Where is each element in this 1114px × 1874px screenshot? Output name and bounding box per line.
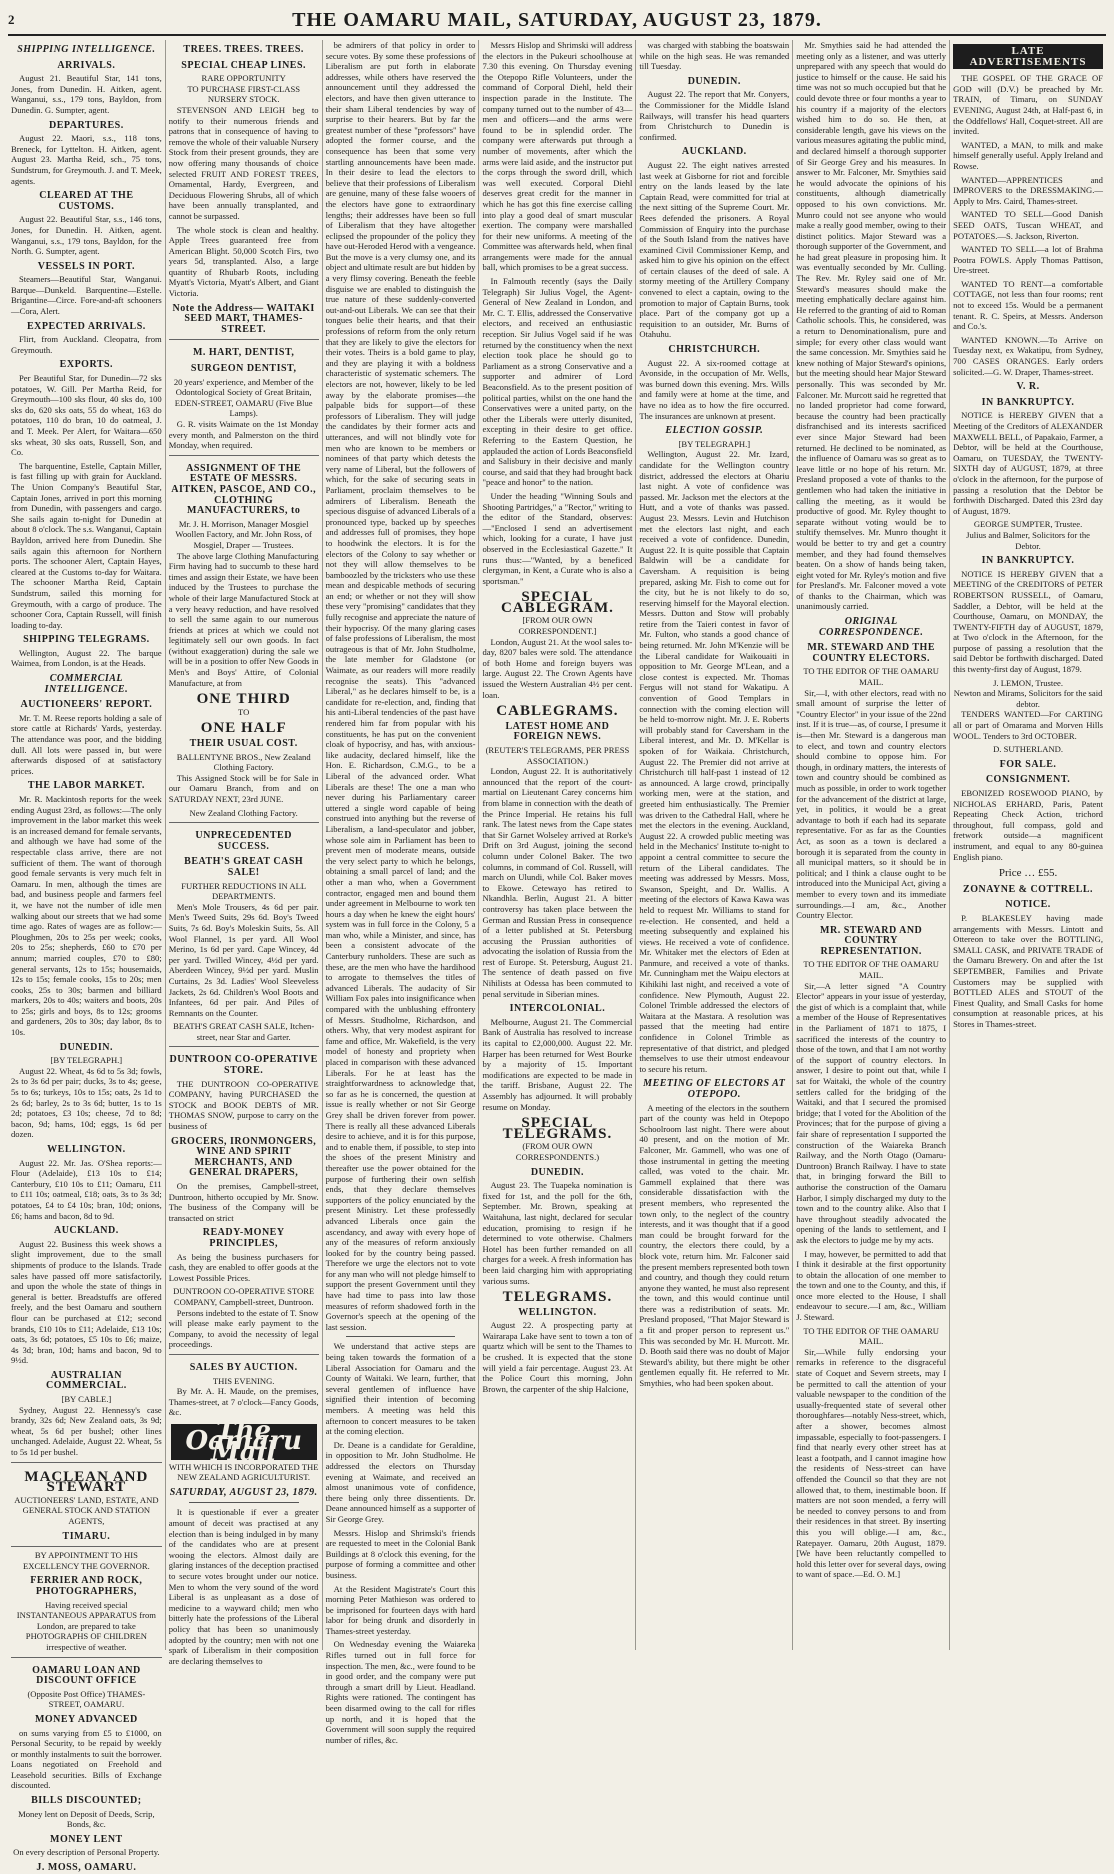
masthead <box>8 6 1106 36</box>
intercolonial-heading: INTERCOLONIAL. <box>509 1003 606 1015</box>
consignment-heading: CONSIGNMENT. <box>985 774 1071 786</box>
australian-heading: AUSTRALIAN COMMERCIAL. <box>45 1369 127 1392</box>
auctioneers-heading: AUCTIONEERS' REPORT. <box>20 699 153 711</box>
duntroon-ad <box>169 1046 319 1349</box>
letter3-text: Sir,—While fully endorsing your remarks in reference to the disgraceful state of Coquet and Severn streets, may I be permitted to call the attention of your valuable newspaper to the condition of the usually-frequented state of several other thoroughfares—notably Ness-street, which, after a shower, becomes almost impassable, especially to foot-passengers. I find that nearly every other street has at least a footpath, and I cannot imagine how the residents of Ness-street can have offended the Council so that they are not allowed that, to them, inestimable boon. If matters are not soon mended, a ferry will be needed to convey persons to and from their residences in that street. By inserting this you will oblige.—I am, &c., Ratepayer. Oamaru, 20th August, 1879. [We have been reluctantly compelled to hold this letter over for several days, owing to want of space.—Ed. O. M.] <box>796 1346 947 1580</box>
cleared-heading: CLEARED AT THE CUSTOMS. <box>39 190 134 212</box>
tenders-signature: D. SUTHERLAND. <box>993 744 1064 755</box>
gossip-heading: ELECTION GOSSIP. <box>665 425 764 437</box>
auckland-market-text: August 22. Business this week shows a slight improvement, due to the small shipments of produce to the Islands. Trade sales have passed off more satisfactorily, and upon the whole the state of things in general is better. Breadstuffs are offered freely, and the best Oamaru and southern flour can be purchased at £12; second brands, £10 10s to £11; Adelaide, £13 10s; oats, 3s 6d; potatoes, £5 10s to £6; maize, 4s 3d; bran, 10d; hams and bacon, 9d to 9½d. <box>11 1238 162 1366</box>
telegrams-heading: TELEGRAMS. <box>502 1289 613 1306</box>
discount-ad <box>11 1657 162 1874</box>
money-lent-heading: MONEY LENT <box>50 1833 123 1845</box>
column-3 <box>322 40 479 1745</box>
dentist-title: SURGEON DENTIST, <box>190 363 297 375</box>
special-telegrams-dunedin: DUNEDIN. <box>530 1166 584 1178</box>
australian-text: Sydney, August 22. Hennessy's case brandy, 32s 6d; New Zealand oats, 3s 9d; wheat, 5s 6d per bushel; other lines unchanged. Adelaide, August 22. Wheat, 5s to 5s 1d per bushel. <box>11 1404 162 1458</box>
commercial-heading: COMMERCIAL INTELLIGENCE. <box>44 673 129 695</box>
piano-price: Price … £55. <box>998 867 1058 880</box>
notice-heading: NOTICE. <box>1005 899 1051 911</box>
price-value: £55. <box>1037 867 1058 880</box>
liberal-association: We understand that active steps are being taken towards the formation of a Liberal Association for Oamaru and the County of Waitaki. We learn, further, that several gentlemen of influence have signified their intention of becoming members. A meeting was held this afternoon to concert measures to be taken at the coming election. <box>325 1341 476 1437</box>
seed-mart-address: Note the Address— WAITAKI SEED MART, THAMES-STREET. <box>172 302 315 335</box>
cottrell-signature: ZONAYNE & COTTRELL. <box>963 883 1094 895</box>
otepopo-meeting-text: A meeting of the electors in the southern part of the county was held in Otepopo Schoolroom last night. There were about 40 present, and on the motion of Mr. Falconer, Mr. Gammell, who was one of those instrumental in getting the meeting called, was voted to the chair. Mr. Gammell explained that there was considerable dissatisfaction with the present members, who represented the town only, to the neglect of the country interests, and it was thought that if a good man could be brought forward for the country, the electors there could, by a block vote, return him. Mr. Falconer said the present members represented both town and country, and though they could return anyone they wanted, he must also represent the town, and this would continue until there was a redistribution of seats. Mr. Presland proposed, "That Major Steward is a fit and proper person to represent us." This was seconded by Mr. H. Murcott. Mr. D. Booth said there was no doubt of Major Steward's ability, but there might be other gentlemen equally fit. He referred to Mr. Smythies, who had been spoken about. <box>639 1102 790 1389</box>
curate-report: Under the heading "Winning Souls and Shooting Partridges," a "Rector," writing to the editor of the Standard, observes:—"Enclosed I send an advertisement which, looking for a curate, I have just observed in the Ecclesiastical Gazette." It runs thus:—"Wanted, by a beneficed clergyman, in Kent, a Curate who is also a sportsman." <box>482 490 633 586</box>
shipping-text: The barquentine, Estelle, Captain Miller, is fast filling up with grain for Auckland. The Union Company's Beautiful Star, Captain Jones, arrived in port this morning from Dunedin, with passengers and cargo. She sails again to-night for Dunedin at about 8 o'clock. The s.s. Wanganui, Captain Bayldon, arrived here from Dunedin. She sails again this afternoon for Northern ports. The schooner Alert, Captain Hayes, cleared at the Customs to-day for Waitara. The schooner Martha Reid, Captain Sundstrum, sailed this morning for Greymouth, with a cargo of produce. The schooner Cora, Captain Russell, will finish loading to-day. <box>11 460 162 630</box>
masthead-title: THE OAMARU MAIL, SATURDAY, AUGUST 23, 1879. <box>292 8 822 31</box>
column-5 <box>635 40 792 1650</box>
rifles-report: On Wednesday evening the Waiareka Rifles turned out in full force for inspection. The men, &c., were found to be in good order, and the company were put through a smart drill by Lieut. Headland. Rights were rationed. The contingent has been disarmed owing to the call for rifles up north, and it is hoped that the Government will soon supply the required number of rifles, &c. <box>325 1639 476 1745</box>
letter2-heading: MR. STEWARD AND COUNTRY REPRESENTATION. <box>820 924 923 957</box>
hislop-meeting: Messrs. Hislop and Shrimski's friends are requested to meet in the Colonial Bank Buildings at 8 o'clock this evening, for the purpose of forming a committee and other business. <box>325 1527 476 1580</box>
shipping-telegrams-heading: SHIPPING TELEGRAMS. <box>23 634 150 646</box>
duntroon-signature: DUNTROON CO-OPERATIVE STORE COMPANY, Campbell-street, Duntroon. <box>173 1286 315 1307</box>
cablegrams-text: London, August 22. It is authoritatively announced that the report of the court-martial on Lieutenant Carey concerns him from blame in connection with the death of the Prince Imperial. He retains his full rank. The latest news from the Cape states that Sir Garnet Wolseley arrived at Rorke's Drift on 3rd August, joining the second column under Colonel Baker. The two columns, in command of Col. Russell, will march on Ulundi, while Col. Baker moves to Ekowe. Cetewayo has retired to Nkandhla. Berlin, August 21. A bitter controversy has taken place between the German and Russian Press in consequence of a letter published at St. Petersburg accusing the Prussian authorities of advocating the isolation of Russia from the rest of Europe. St. Petersburg, August 21. The sentence of death passed on five Nihilists at Odessa has been commuted to penal servitude in Siberian mines. <box>482 766 633 999</box>
duntroon-text-3: As being the business purchasers for cash, they are enabled to offer goods at the Lowest Possible Prices. <box>168 1251 319 1283</box>
piano-ad: EBONIZED ROSEWOOD PIANO, by NICHOLAS ERHARD, Paris, Patent Repeating Check Action, trichord throughout, full compass, gold and fretwork outside—a magnificent instrument, and equal to any 80-guinea English piano. <box>953 788 1103 862</box>
assignment-heading: ASSIGNMENT OF THE ESTATE OF MESSRS. AITKEN, PASCOE, AND CO., CLOTHING MANUFACTURERS, to <box>171 462 317 517</box>
wanted-rent-ad: WANTED TO RENT—a comfortable COTTAGE, not less than four rooms; rent not to exceed 15s. Would be a permanent tenant. R. C. Speirs, at Messrs. Anderson and Co.'s. <box>953 278 1103 332</box>
bankruptcy2-text: NOTICE IS HEREBY GIVEN that a MEETING of the CREDITORS of PETER ROBERTSON RUSSELL, of Oamaru, Saddler, a Debtor, will be held at the Courthouse, Oamaru, on MONDAY, the TWENTY-FIFTH day of AUGUST, 1879, at Two o'clock in the Afternoon, for the purpose of passing a resolution that the said Debtor be forthwith discharged. Dated this twenty-first day of August, 1879. <box>953 568 1103 675</box>
moss-signature: J. MOSS, OAMARU. <box>36 1862 137 1874</box>
further-reductions: FURTHER REDUCTIONS IN ALL DEPARTMENTS. <box>181 880 307 902</box>
beath-ad <box>169 822 319 1042</box>
editorial-continued: be admirers of that policy in order to secure votes. By some these professions of Liberalism are put forth in elaborate addresses, while others have reserved the announcement until they addressed the electors, and have then given utterance to their sham Liberal tendencies by way of surprise to their hearers. But by far the greatest number of these "professors" have adopted the former course, and the consequence has been that some very startling announcements have been made. In their desire to lead the electors to believe that their professions of Liberalism are genuine, many of these false wooers of the electors have gone to extraordinary lengths; their addresses have been so full of Liberalism that they have altogether eclipsed the propounder of the policy they have out-Heroded Herod with a vengeance. But the move is a very clumsy one, and its object and ultimate result are but hidden by a very flimsy covering. Beneath the feeble disguise we are enabled to distinguish the true nature of these suddenly-converted out-and-out Liberals. We can see that their tongues belie their hearts, and that their professions of reform from the only return that they are likely to give the electors for their votes. Theirs is a bold game to play, and they are playing it with a boldness characteristic of systematic schemers. The electors are not, however, likely to be led away by the elaborate promises—the palpable bids for support—of these professors of Liberalism. They will judge the candidates by their former acts and utterances, and will not blindly vote for men who are known to be members or nominees of that party which detests the very name of Liberal, but the followers of which, for the sake of securing seats in Parliament, proclaim themselves to be admirers of Liberalism. Beneath the specious disguise of advanced Liberals of a pronounced type, backed up by speeches and addresses full of promises, they hope to hoodwink the electors. It is for the electors of the Colony to say whether or not they will allow themselves to be bamboozled by the tricksters who use these mean and despicable methods of securing an end; or whether or not they will show these very "promising" candidates that they fully recognise and appreciate the nature of their hypocrisy. Of the many glaring cases of false professions of Liberalism, the most outrageous is that of Mr. John Studholme, the late member for Gladstone (or Waimate, as our readers will more readily recognise the seats). This "advanced Liberal," as he declares himself to be, is a candidate for re-election, and, finding that his anti-Liberal tendencies of the past have rendered him far from popular with his constituents, he has put on the convenient cloak of hypocrisy, and has, with anxious-like audacity, declared himself, like the Hon. E. Richardson, C.M.G., to be a Liberal of the advanced order. What Liberals are these! The one a man who never during his Parliamentary career uttered a single word capable of being construed into anything but the reverse of Liberalism, a land-speculator and jobber, whose sole aim in Parliament has been to prevent men of moderate means, outside the very select party to which he belongs, obtaining a small parcel of land; and the other a man who, when a Government contractor, engaged men and bound them under agreement in Melbourne to work ten hours a day when he knew the eight hours' system was in full force in the Colony, 5 a man who, while a Minister, and since, has been a consistent advocate of the Canterbury runholders. These are such as these, are the men who have the hardihood to arrogate to themselves the titles of advanced Liberals. The audacity of Sir William Fox pales into insignificance when compared with the unblushing effrontery of Messrs. Studholme, Richardson, and others. Why, that very modest aspirant for fame and office, Mr. Wakefield, is the very model of honesty and propriety when placed in comparison with these advanced Liberals. For he at least has the straightforwardness to acknowledge that, so far as he is concerned, the question at issue is really whether or not Sir George Grey shall be driven forever from power. There is really all these advanced Liberals desire to achieve, and it is for this purpose, and to enable them, if possible, to step into the shoes of the present Ministry and thereafter use the power obtained for the purpose of furthering their own selfish ends, that they declare themselves supporters of the policy enunciated by the present Ministry. Let these professedly advanced Liberals once gain the ascendancy, and away with every hope of any of the measures of reform anxiously looked for by the country being passed. Therefore we urge the electors not to vote for any man who will not pledge himself to support the present Government until they have had time to pass into law those measures of reform shadowed forth in the Governor's speech at the opening of the last session. <box>325 40 476 1332</box>
auctioneers-text: Mr. T. M. Reese reports holding a sale of store cattle at Richards' Yards, yesterday. The attendance was poor, and the bidding dull. All lots were passed in, but were afterwards disposed of at satisfactory prices. <box>11 712 162 776</box>
rare-opportunity: RARE OPPORTUNITY <box>201 73 286 84</box>
auckland-market-heading: AUCKLAND. <box>53 1225 119 1237</box>
telegrams-text: August 22. A prospecting party at Wairarapa Lake have sent to town a ton of quartz which will be sent to the Thames to be crushed. It is expected that the stone will yield a fair percentage. August 23. At the Police Court this morning, John Brown, the carpenter of the ship Halcione, <box>482 1320 633 1394</box>
stock-text: The whole stock is clean and healthy. Apple Trees guaranteed free from American Blight. 50,000 Scotch Firs, two years 5d, transplanted. Also, a large quantity of Rhubarb Roots, including Myatt's Victoria, Myatt's Albert, and Giant Victoria. <box>168 224 319 299</box>
grocers: GROCERS, IRONMONGERS, WINE AND SPIRIT MERCHANTS, AND GENERAL DRAPERS, <box>171 1135 317 1179</box>
special-cablegram-text: London, August 21. At the wool sales to-day, 8207 bales were sold. The attendance of both Home and foreign buyers was large. August 22. The Crown Agents have issued the Western Australian 4½ per cent. loan. <box>482 636 633 700</box>
cablegrams-tag: (REUTER'S TELEGRAMS, PER PRESS ASSOCIATION.) <box>485 745 630 766</box>
sale-note: This Assigned Stock will be for Sale in our Oamaru Branch, from and on SATURDAY NEXT, 23rd JUNE. <box>168 772 319 804</box>
telegrams-continued: was charged with stabbing the boatswain while on the high seas. He was remanded till Tuesday. <box>639 40 790 72</box>
ferrier-ad <box>11 1546 162 1652</box>
cleared-text: August 22. Beautiful Star, s.s., 146 tons, Jones, for Dunedin. H. Aitken, agent. Wanganui, s.s., 179 tons, Bayldon, for the North. G. Sumpter, agent. <box>11 214 162 257</box>
column-6 <box>792 40 949 1650</box>
notice-text: P. BLAKESLEY having made arrangements with Messrs. Lintott and Ottereon to take over the BOTTLING, SMALL CASK, and PRIVATE TRADE of the Oamaru Brewery. On and after the 1st SEPTEMBER, Families and Private Customers may be supplied with BOTTLED ALES and STOUT of the Finest Quality, and Small Casks for home consumption at reasonable prices, at his Stores in Thames-street. <box>953 912 1103 1029</box>
dunedin-market-tag: [BY TELEGRAPH.] <box>50 1055 123 1066</box>
labor-heading: THE LABOR MARKET. <box>27 780 145 792</box>
ready-money: READY-MONEY PRINCIPLES, <box>202 1227 285 1249</box>
duntroon-text-2: On the premises, Campbell-street, Duntroon, hitherto occupied by Mr. Snow. The business of the Company will be transacted on strict <box>168 1181 319 1223</box>
bankruptcy2-heading: IN BANKRUPTCY. <box>981 555 1075 567</box>
letter1-heading: MR. STEWARD AND THE COUNTRY ELECTORS. <box>807 642 935 664</box>
nursery-purchase: TO PURCHASE FIRST-CLASS NURSERY STOCK. <box>187 83 301 105</box>
beath-items: Men's Mole Trousers, 4s 6d per pair. Men's Tweed Suits, 29s 6d. Boy's Tweed Suits, 7s 6d. Boy's Moleskin Suits, 5s. All Wool Flannel, 1s per yard. All Wool Merino, 1s 6d per yard. Cape Wincey, 4d per yard. Twilled Wincey, 4½d per yard. Aberdeen Wincey, 9½d per yard. Muslin Curtains, 2s 3d. Ladies' Wool Sleeveless Jackets, 2s 6d. Children's Wool Boots and Infantees, 6d per pair. And Piles of Remnants on the Counter. <box>168 901 319 1018</box>
unprecedented: UNPRECEDENTED SUCCESS. <box>195 830 292 852</box>
dentist-name: M. HART, DENTIST, <box>192 347 295 359</box>
wanted-sell-oats-ad: WANTED TO SELL—Good Danish SEED OATS, Tuscan WHEAT, and POTATOES.—S. Jackson, Riverton. <box>953 209 1103 241</box>
arrivals-heading: ARRIVALS. <box>57 59 116 71</box>
departures-text: August 22. Maori, s.s., 118 tons, Breneck, for Lyttelton. H. Aitken, agent. August 23. Martha Reid, sch., 75 tons, Sundstrum, for Greymouth. J. and T. Meek, agents. <box>11 133 162 186</box>
gospel-ad: THE GOSPEL OF THE GRACE OF GOD will (D.V.) be preached by Mr. TRAIN, of Timaru, on SUNDAY EVENING, August 24th, at Half-past 6, in the Oddfellows' Hall, Coquet-street. All are invited. <box>953 73 1103 137</box>
original-correspondence-heading: ORIGINAL CORRESPONDENCE. <box>818 616 924 638</box>
ballantyne: BALLENTYNE BROS., New Zealand Clothing Factory. <box>176 751 311 773</box>
exports-heading: EXPORTS. <box>59 359 114 371</box>
maclean-ad <box>11 1462 162 1543</box>
vessels-heading: VESSELS IN PORT. <box>37 260 135 272</box>
column-4 <box>478 40 635 1650</box>
discount-text: on sums varying from £5 to £1000, on Personal Security, to be repaid by weekly or monthly instalments to suit the borrower. Loans negotiated on Freehold and Leasehold securities. Bills of Exchange discounted. <box>11 1727 162 1791</box>
deane-candidate: Dr. Deane is a candidate for Geraldine, in opposition to Mr. John Studholme. He addressed the electors on Thursday evening at Waimate, and received an almost unanimous vote of confidence, there being only three dissentients. Dr. Deane announced himself as a supporter of Sir George Grey. <box>325 1439 476 1524</box>
dunedin-news-text: August 22. The report that Mr. Conyers, the Commissioner for the Middle Island Railways, will transfer his head quarters from Christchurch to Dunedin is confirmed. <box>639 89 790 142</box>
maclean-title: MACLEAN AND STEWART <box>24 1468 149 1496</box>
paper-subtitle: WITH WHICH IS INCORPORATED THE NEW ZEALAND AGRICULTURIST. <box>168 1461 319 1483</box>
letter1-to: TO THE EDITOR OF THE OAMARU MAIL. <box>803 666 940 688</box>
telegrams-sub: WELLINGTON. <box>518 1306 597 1318</box>
discount-sub: (Opposite Post Office) THAMES-STREET, OAMARU. <box>27 1688 146 1710</box>
intercolonial-text: Melbourne, August 21. The Commercial Bank of Australia has resolved to increase its capital to £2,000,000. August 22. Mr. Harper has been returned for West Bourke by a majority of 15. Important modifications are expected to be made in the tariff. Brisbane, August 22. The Assembly has adjourned. It will probably resume on Monday. <box>482 1016 633 1112</box>
bankruptcy2-signature: J. LEMON, Trustee. <box>993 677 1064 688</box>
paper-nameplate: The Oamaru Mail <box>171 1424 317 1460</box>
expected-heading: EXPECTED ARRIVALS. <box>26 320 146 332</box>
exports-text: Per Beautiful Star, for Dunedin—72 sks potatoes, W. Gill. Per Martha Reid, for Greymouth—100 sks flour, 40 sks do, 100 sks do, 620 sks oats, 55 do wheat, 163 do potatoes, 110 do bran, 10 do oatmeal, J. and T. Meek. Per Alert, for Waitara—650 sks wheat, 30 sks oats, Russell, Son, and Co. <box>11 373 162 458</box>
wellington-market-text: August 22. Mr. Jas. O'Shea reports:—Flour (Adelaide), £13 10s to £14; Canterbury, £10 10s to £11; Oamaru, £11 to £11 10s; oatmeal, £18; oats, 3s to 3s 3d; potatoes, £4 to £4 10s; bran, 10d; onions, £6; hams and bacon, 8d to 9d. <box>11 1157 162 1221</box>
vr-mark: V. R. <box>1016 381 1040 393</box>
sales-heading: SALES BY AUCTION. <box>189 1361 298 1373</box>
auckland-news-text: August 22. The eight natives arrested last week at Gisborne for riot and forcible entry on the lands leased by the late Captain Read, were committed for trial at the next sitting of the Supreme Court. Mr. Rees defended the prisoners. A Royal Commission of Enquiry into the purchase of the South Island from the natives have examined Civil Commissioner Kemp, and asked him to give his opinion on the effect of certain clauses of the deed of sale. A stormy meeting of the Artillery Company convened to elect a captain, owing to the promotion to major of Captain Burns, took place. Part of the company got up a requisition to an outsider, Mr. Burns of Otahuhu. <box>639 159 790 340</box>
assignment-ad <box>169 455 319 818</box>
expected-text: Flirt, from Auckland. Cleopatra, from Greymouth. <box>11 334 162 355</box>
for-sale-heading: FOR SALE. <box>999 758 1057 770</box>
dunedin-market-text: August 22. Wheat, 4s 6d to 5s 3d; fowls, 2s to 3s 6d per pair; ducks, 3s to 4s; geese, 5s to 6s; turkeys, 10s to 15s; oats, 2s 1d to 2s 6d; barley, 2s to 3s 6d; butter, 1s to 1s 2d; potatoes, £3 10s; cheese, 7d to 8d; bacon, 9d; hams, 10d; eggs, 1s 6d per dozen. <box>11 1065 162 1140</box>
page-number: 2 <box>8 12 16 27</box>
vessels-text: Steamers—Beautiful Star, Wanganui. Barque—Dunkeld. Barquentine—Estelle. Brigantine—Circe. Fore-and-aft schooners—Cora, Alert. <box>11 274 162 317</box>
wanted-apprentices-ad: WANTED—APPRENTICES and IMPROVERS to the DRESSMAKING.—Apply to Mrs. Caird, Thames-street. <box>953 174 1103 206</box>
one-third: ONE THIRD <box>196 691 291 708</box>
sales-text: By Mr. A. H. Maude, on the premises, Thames-street, at 7 o'clock—Fancy Goods, &c. <box>168 1386 319 1418</box>
columns <box>8 40 1106 1874</box>
one-half: ONE HALF <box>200 720 287 737</box>
dunedin-news-heading: DUNEDIN. <box>687 75 741 87</box>
special-telegrams-tag: (FROM OUR OWN CORRESPONDENTS.) <box>515 1141 600 1162</box>
letter1-text: Sir,—I, with other electors, read with no small amount of surprise the letter of "Country Elector" in your issue of the 22nd inst. If it is true—as, of course, I presume it is—then Mr. Steward is a dangerous man to elect, and town and country electors should combine to oppose him. For though, in ordinary matters, the interests of town and country should be combined as much as possible, in order to work together for the advancement of the district at large, yet, in politics, it would be a great advantage to both if each had its separate representative. For as far as the Counties Act, as soon as a town is declared a borough it is separated from the county in all municipal matters, so it should be in political; and I think a clause ought to be introduced into the Municipal Act, giving a member to every town and its immediate surroundings.—I am, &c., Another Country Elector. <box>796 687 947 921</box>
auckland-news-heading: AUCKLAND. <box>681 146 747 158</box>
maclean-sub: AUCTIONEERS' LAND, ESTATE, AND GENERAL STOCK AND STATION AGENTS, <box>14 1494 159 1526</box>
dunedin-market-heading: DUNEDIN. <box>59 1041 113 1053</box>
letter2-to: TO THE EDITOR OF THE OAMARU MAIL. <box>803 959 940 981</box>
editorial-date: SATURDAY, AUGUST 23, 1879. <box>169 1486 318 1498</box>
usual-cost: THEIR USUAL COST. <box>189 738 298 750</box>
bankruptcy1-signature: GEORGE SUMPTER, Trustee. <box>973 519 1083 530</box>
duntroon-heading: DUNTROON CO-OPERATIVE STORE. <box>169 1054 318 1077</box>
nz-factory: New Zealand Clothing Factory. <box>189 807 298 818</box>
vogel-report: In Falmouth recently (says the Daily Telegraph) Sir Julius Vogel, the Agent-General of New Zealand in London, and Mr. C. T. Ellis, addressed the Conservative electors, and received an enthusiastic reception. Sir Julius Vogel said if he was returned by the constituency when the next election took place he should go to Parliament as a strong Conservative and a supporter and admirer of Lord Beaconsfield. As to the present position of political parties, whilst on the one hand the Conservatives were a united party, on the other the Liberals were utterly disunited, excepting in their desire to get office. Referring to the Eastern Question, he applauded the action of Lords Beaconsfield and Salisbury in their decisive and manly course, and said that they had brought back "peace and honor" to the nation. <box>482 276 633 488</box>
money-lent-text: On every description of Personal Property. <box>13 1847 160 1858</box>
discount-title: OAMARU LOAN AND DISCOUNT OFFICE <box>32 1664 141 1687</box>
wanted-known-ad: WANTED KNOWN.—To Arrive on Tuesday next, ex Wakatipu, from Sydney, 700 CASES ORANGES. Early orders solicited.—G. W. Draper, Thames-street. <box>953 334 1103 377</box>
price-label: Price <box>998 867 1022 880</box>
bankruptcy2-solicitor: Newton and Mirams, Solicitors for the said debtor. <box>953 688 1103 709</box>
wanted-sell-fowls-ad: WANTED TO SELL—a lot of Brahma Pootra FOWLS. Apply Thomas Pattison, Ure-street. <box>953 244 1103 276</box>
special-cablegram-tag: [FROM OUR OWN CORRESPONDENT.] <box>518 615 597 637</box>
volunteers-report: Messrs Hislop and Shrimski will address the electors in the Pukeuri schoolhouse at 7.30 this evening. On Thursday evening the Otepopo Rifle Volunteers, under the command of Corporal Diehl, held their inspection parade in the Institute. The company turned out to the number of 43—men and officers—and the arms were found to be in splendid order. The company were afterwards put through a number of movements, after which the arms were laid aside, and the instructor put the corps through the sword drill, which was well executed. Corporal Diehl deserves great credit for the manner in which he has got this fine exercise calling into play a good deal of smart muscular exertion. The company were marshalled for their new uniforms. A meeting of the Committee was afterwards held, when final arrangements were made for the annual ball, which promises to be a great success. <box>482 40 633 273</box>
dentist-text: 20 years' experience, and Member of the Odontological Society of Great Britain, EDEN-STREET, OAMARU (Five Blue Lamps). <box>173 376 314 419</box>
late-advertisements-heading: LATE ADVERTISEMENTS <box>953 44 1103 69</box>
duntroon-text: THE DUNTROON CO-OPERATIVE COMPANY, having PURCHASED the STOCK and BOOK DEBTS of MR. THOMAS SNOW, purpose to carry on the business of <box>168 1078 319 1132</box>
departures-heading: DEPARTURES. <box>49 119 124 131</box>
shipping-heading: SHIPPING INTELLIGENCE. <box>17 44 156 55</box>
shipping-telegrams-text: Wellington, August 22. The barque Waimea, from London, is at the Heads. <box>11 647 162 669</box>
special-telegrams-heading: SPECIAL TELEGRAMS. <box>502 1115 613 1142</box>
divider <box>189 1502 299 1503</box>
trees-heading: TREES. TREES. TREES. <box>183 44 304 55</box>
bankruptcy1-text: NOTICE is HEREBY GIVEN that a Meeting of the Creditors of ALEXANDER MAXWELL BELL, of Papakaio, Farmer, a Debtor, will be held at the Courthouse, Oamaru, on TUESDAY, the TWENTY-SIXTH day of AUGUST, 1879, at three o'clock in the afternoon, for the purpose of passing a resolution that the Debtor be forthwith Discharged. Dated this 23rd day of August, 1879. <box>953 410 1103 516</box>
gossip-tag: [BY TELEGRAPH.] <box>678 438 751 449</box>
special-cablegram-heading: SPECIAL CABLEGRAM. <box>500 589 614 616</box>
to-label: TO <box>238 706 250 717</box>
stevenson-text: STEVENSON AND LEIGH beg to notify to their numerous friends and patrons that in consequence of having to remove the whole of their valuable Nursery Stock from their present grounds, they are now offering many thousands of choice selected FRUIT AND FOREST TREES, Ornamental, Hardy, Evergreen, and Deciduous Flowering Shrubs, all of which have been annually transplanted, and cannot be surpassed. <box>168 104 319 221</box>
sales-evening: THIS EVENING. <box>212 1375 275 1386</box>
column-7 <box>949 40 1106 1650</box>
ferrier-appointment: BY APPOINTMENT TO HIS EXCELLENCY THE GOVERNOR. <box>22 1550 150 1571</box>
wellington-market-heading: WELLINGTON. <box>47 1144 126 1155</box>
letter2-text: Sir,—A letter signed "A Country Elector" appears in your issue of yesterday, the gist of which is a complaint that, while a member of the House of Representatives in the Parliament of 1871 to 1875, I sacrificed the interests of the country to those of the town, and that I am not worthy of the support of country electors. In answer, I desire to point out that, while I sat for Waitaki, the whole of the country settlers called for the bridging of the Waitaki, and that I secured the promised bridge; that I voted for the Abolition of the Provinces; that for the purpose of giving a fair share of representation I supported the construction of the Waiareka Branch Railway, and the North Otago (Oamaru-Duntroon) Branch Railway. I have to state that, in bringing forward the Bill to authorise the construction of the Oamaru Harbor, I simply discharged my duty to the town and to the country alike. Also that I have throughout steadily advocated the opening of the lands to settlement, and I ask the electors to judge me by my acts. <box>796 980 947 1245</box>
tenders-ad: TENDERS WANTED—For CARTING all or part of Omarama and Morven Hills WOOL. Tenders to 3rd OCTOBER. <box>953 709 1103 741</box>
bills-text: Money lent on Deposit of Deeds, Scrip, Bonds, &c. <box>18 1808 155 1830</box>
cablegrams-heading: CABLEGRAMS. <box>496 703 619 720</box>
meeting-continued: Mr. Smythies said he had attended the meeting only as a listener, and was utterly unprepared with any speech that would do justice to himself or the cause. He said his time was not so much occupied but that he could devote three or four months a year to his country if a majority of the electors wished him to do so. He then, at considerable length, gave his views on the various measures agitating the public mind, and declared himself a thorough supporter of Sir George Grey and his measures. In answer to Mr. Falconer, Mr. Smythies said he would advocate the opinions of his constituents, although diametrically opposed to his own convictions. Mr. Munro could not see anyone who would make a really good member, owing to their distinct politics. Major Steward was a thorough supporter of the Government, and he had great pleasure in proposing him. It was eventually seconded by Mr. Culling. The Rev. Mr. Ryley said one of Mr. Steward's measures should make the meeting emphatically declare against him. He referred to the granting of aid to Roman Catholic schools. This, he considered, was a return to Denominationalism, pure and simple; for every other class would want the same concession. Mr. Smythies said he knew nothing of Major Steward's opinions, but the meeting should hear Major Steward personally. This was seconded by Mr. Falconer. Mr. Murcott said he regretted that no landed proprietor had come forward, because the country had been practically disfranchised and its interests sacrificed ever since Major Steward had been returned. He declined to be nominated, as the influence of Oamaru was so great as to leave little or no hope of his return. Mr. Presland proposed a vote of thanks to the gentlemen who had taken the initiative in calling the meeting, as it would be productive of good. Mr. Ryley thought to separate without voting would be to stultify themselves. Mr. Munro thought it would be better to try and get a country member, and they had found themselves beaten. On a show of hands being taken, eight voted for Mr. Ryley's motion and five for Presland's. Mr. Falconer moved a vote of thanks to the Chairman, which was unanimously carried. <box>796 40 947 612</box>
duntroon-note: Persons indebted to the estate of T. Snow will please make early payment to the Company, to avoid the necessity of legal proceedings. <box>168 1307 319 1350</box>
column-2 <box>165 40 322 1666</box>
discount-money: MONEY ADVANCED <box>34 1713 138 1725</box>
assignment-text: The above large Clothing Manufacturing Firm having had to succumb to these hard times and assign their Estate, we have been induced by the Trustees to purchase the whole of their large Manufactured Stock at a very heavy reduction, and have resolved to sell the same again to our numerous friends at prices at which we could not legitimately sell our own goods. In fact (without exaggeration) during the sale we will be in a position to offer New Goods in Men's and Boys' Attire, of Colonial Manufacture, at from <box>168 550 319 688</box>
australian-tag: [BY CABLE.] <box>61 1394 112 1405</box>
christchurch-heading: CHRISTCHURCH. <box>668 344 761 356</box>
dentist-note: G. R. visits Waimate on the 1st Monday every month, and Palmerston on the third Monday, when required. <box>168 419 319 451</box>
trustees: Mr. J. H. Morrison, Manager Mosgiel Woollen Factory, and Mr. John Ross, of Mosgiel, Draper — Trustees. <box>175 518 312 550</box>
cheap-lines: SPECIAL CHEAP LINES. <box>181 59 307 71</box>
labor-text: Mr. R. Mackintosh reports for the week ending August 23rd, as follows:—The only improvement in the labor market this week is an increased demand for female servants, and although we have had some of the respectable class arrive, there are not sufficient of them. The want of thorough good female servants is very much felt in Oamaru. In men, although the times are bad, and business people and farmers feel it, we have not the number of idle men walking about our streets that we had some time ago. Rates of wages are as follow:—Ploughmen, 20s to 25s per week; cooks, 20s to 25s; shepherds, £60 to £70 per annum; married couples, £70 to £80; general servants, 12s to 15s; housemaids, 12s to 15s; female cooks, 15s to 20s; men cooks, 25s to 30s; barmen and billiard markers, 20s to 40s; waiters and boots, 20s to 25s; girls and boys, 8s to 12s; grooms and gardeners, 20s to 30s; day labor, 8s to 10s. <box>11 794 162 1038</box>
divider <box>346 1336 456 1337</box>
maclean-place: TIMARU. <box>62 1530 111 1542</box>
beath-heading: BEATH'S GREAT CASH SALE! <box>184 856 304 878</box>
column-1 <box>8 40 165 1874</box>
bankruptcy1-solicitor: Julius and Balmer, Solicitors for the Debtor. <box>966 529 1090 551</box>
editorial-text: It is questionable if ever a greater amount of deceit was practised at any election than is being indulged in by many of the candidates who are at present wooing the electors. Almost daily are glaring instances of the deception practised to secure votes brought under our notice. Men to whom the very sound of the word Liberal is as unpleasant as a dose of medicine to a wayward child; men who bitterly hate the professions of the Liberal policy that has been so unanimously adopted by the country; men with not one spark of Liberalism in their composition are declaring themselves to <box>168 1507 319 1666</box>
bills-heading: BILLS DISCOUNTED; <box>31 1795 142 1807</box>
arrivals-text: August 21. Beautiful Star, 141 tons, Jones, from Dunedin. H. Aitken, agent. Wanganui, s.s., 179 tons, Bayldon, from Dunedin. G. Sumpter, agent. <box>11 73 162 115</box>
dentist-ad <box>169 339 319 450</box>
gossip-text: Wellington, August 22. Mr. Izard, candidate for the Wellington country district, addressed the electors at Ohariu last night. A vote of confidence was passed. Mr. Jackson met the electors at the Hutt, and a vote of thanks was passed. August 23. Messrs. Levin and Hutchison met the electors last night, and each received a vote of confidence. Dunedin, August 22. It is quite possible that Captain Baldwin will be a candidate for Caversham. A requisition is being prepared, asking Mr. Fish to come out for the city, but he is not likely to do so, reserving himself for the Mayoral election. Messrs. Dutton and Stow will probably retire from the Taieri contest in favor of Mr. Fulton, who stands a good chance of being returned. Mr. John M'Kenzie will be the Liberal candidate for Waikouaiti in opposition to Mr. George M'Lean, and a close contest is expected. Mr. Thomas Fergus will not stand for Wakatipu. A convention of Good Templars in connection with the coming election will be held to-morrow night. Mr. J. E. Roberts will probably stand for Caversham in the Liberal interest, and Mr. D. M'Kellar is spoken of for Waikaia. Christchurch, August 22. The Premier did not arrive at Christchurch till half-past 1 instead of 12 as announced. A large crowd, principally working men, were at the station, and greeted him enthusiastically. The Premier was driven to the Cathedral Hall, where he met the electors in the evening. Auckland, August 22. A crowded public meeting was held in the Mechanics' Institute to-night to appoint a central committee to secure the return of the Liberal candidates. The meeting was addressed by Messrs. Moss, Swanson, Speight, and Dr. Wallis. A meeting of the electors of Kawa Kawa was held to request Mr. Williams to stand for re-election. He consented, and held a meeting subsequently and explained his views. He received a vote of confidence. Mr. Whitaker met the electors of Eden at Panmure, and received a vote of thanks. Mr. Cunningham met the Waipu electors at Kihikihi last night, and received a vote of confidence. New Plymouth, August 22. Colonel Trimble addressed the electors of Waitara at the Mastara. A resolution was passed that the meeting had entire confidence in Colonel Trimble as representative of that district, and pledged themselves to use their utmost endeavour to secure his return. <box>639 449 790 1074</box>
letter2-text-b: I may, however, be permitted to add that I think it desirable at the first opportunity to obtain the allocation of one member to the town and one to the County, and this, if once more elected to the House, I shall endeavour to secure.—I am, &c., William J. Steward. <box>796 1248 947 1323</box>
wanted-man-ad: WANTED, a MAN, to milk and make himself generally useful. Apply Ireland and Rowse. <box>953 139 1103 171</box>
ferrier-text: Having received special INSTANTANEOUS APPARATUS from London, are prepared to take PHOTOGRAPHS OF CHILDREN irrespective of weather. <box>16 1599 156 1652</box>
special-telegrams-text: August 23. The Tuapeka nomination is fixed for 1st, and the poll for the 6th, September. Mr. Brown, speaking at Waitahuna, last night, declared for secular education, promising to resign if he determined to vote otherwise. Chalmers Hotel has been further remanded on all charges for a week. A fresh information has been laid charging him with appropriating various sums. <box>482 1180 633 1286</box>
letter3-to: TO THE EDITOR OF THE OAMARU MAIL. <box>803 1325 940 1347</box>
christchurch-text: August 22. A six-roomed cottage at Avonside, in the occupation of Mr. Wells, was burned down this evening. Mrs. Wills and family were at home at the time, and have no idea as to how the fire occurred. The insurances are unknown at present. <box>639 357 790 421</box>
beath-footer: BEATH'S GREAT CASH SALE, Itchen-street, near Star and Garter. <box>173 1021 315 1042</box>
ferrier-title: FERRIER AND ROCK, PHOTOGRAPHERS, <box>30 1575 143 1597</box>
cablegrams-sub: LATEST HOME AND FOREIGN NEWS. <box>505 720 610 743</box>
court-report: At the Resident Magistrate's Court this morning Peter Mathieson was ordered to be imprisoned for fourteen days with hard labor for being drunk and disorderly in Thames-street yesterday. <box>325 1583 476 1636</box>
sales-ad <box>169 1354 319 1418</box>
otepopo-meeting-heading: MEETING OF ELECTORS AT OTEPOPO. <box>643 1078 786 1100</box>
bankruptcy1-heading: IN BANKRUPTCY. <box>981 396 1075 408</box>
